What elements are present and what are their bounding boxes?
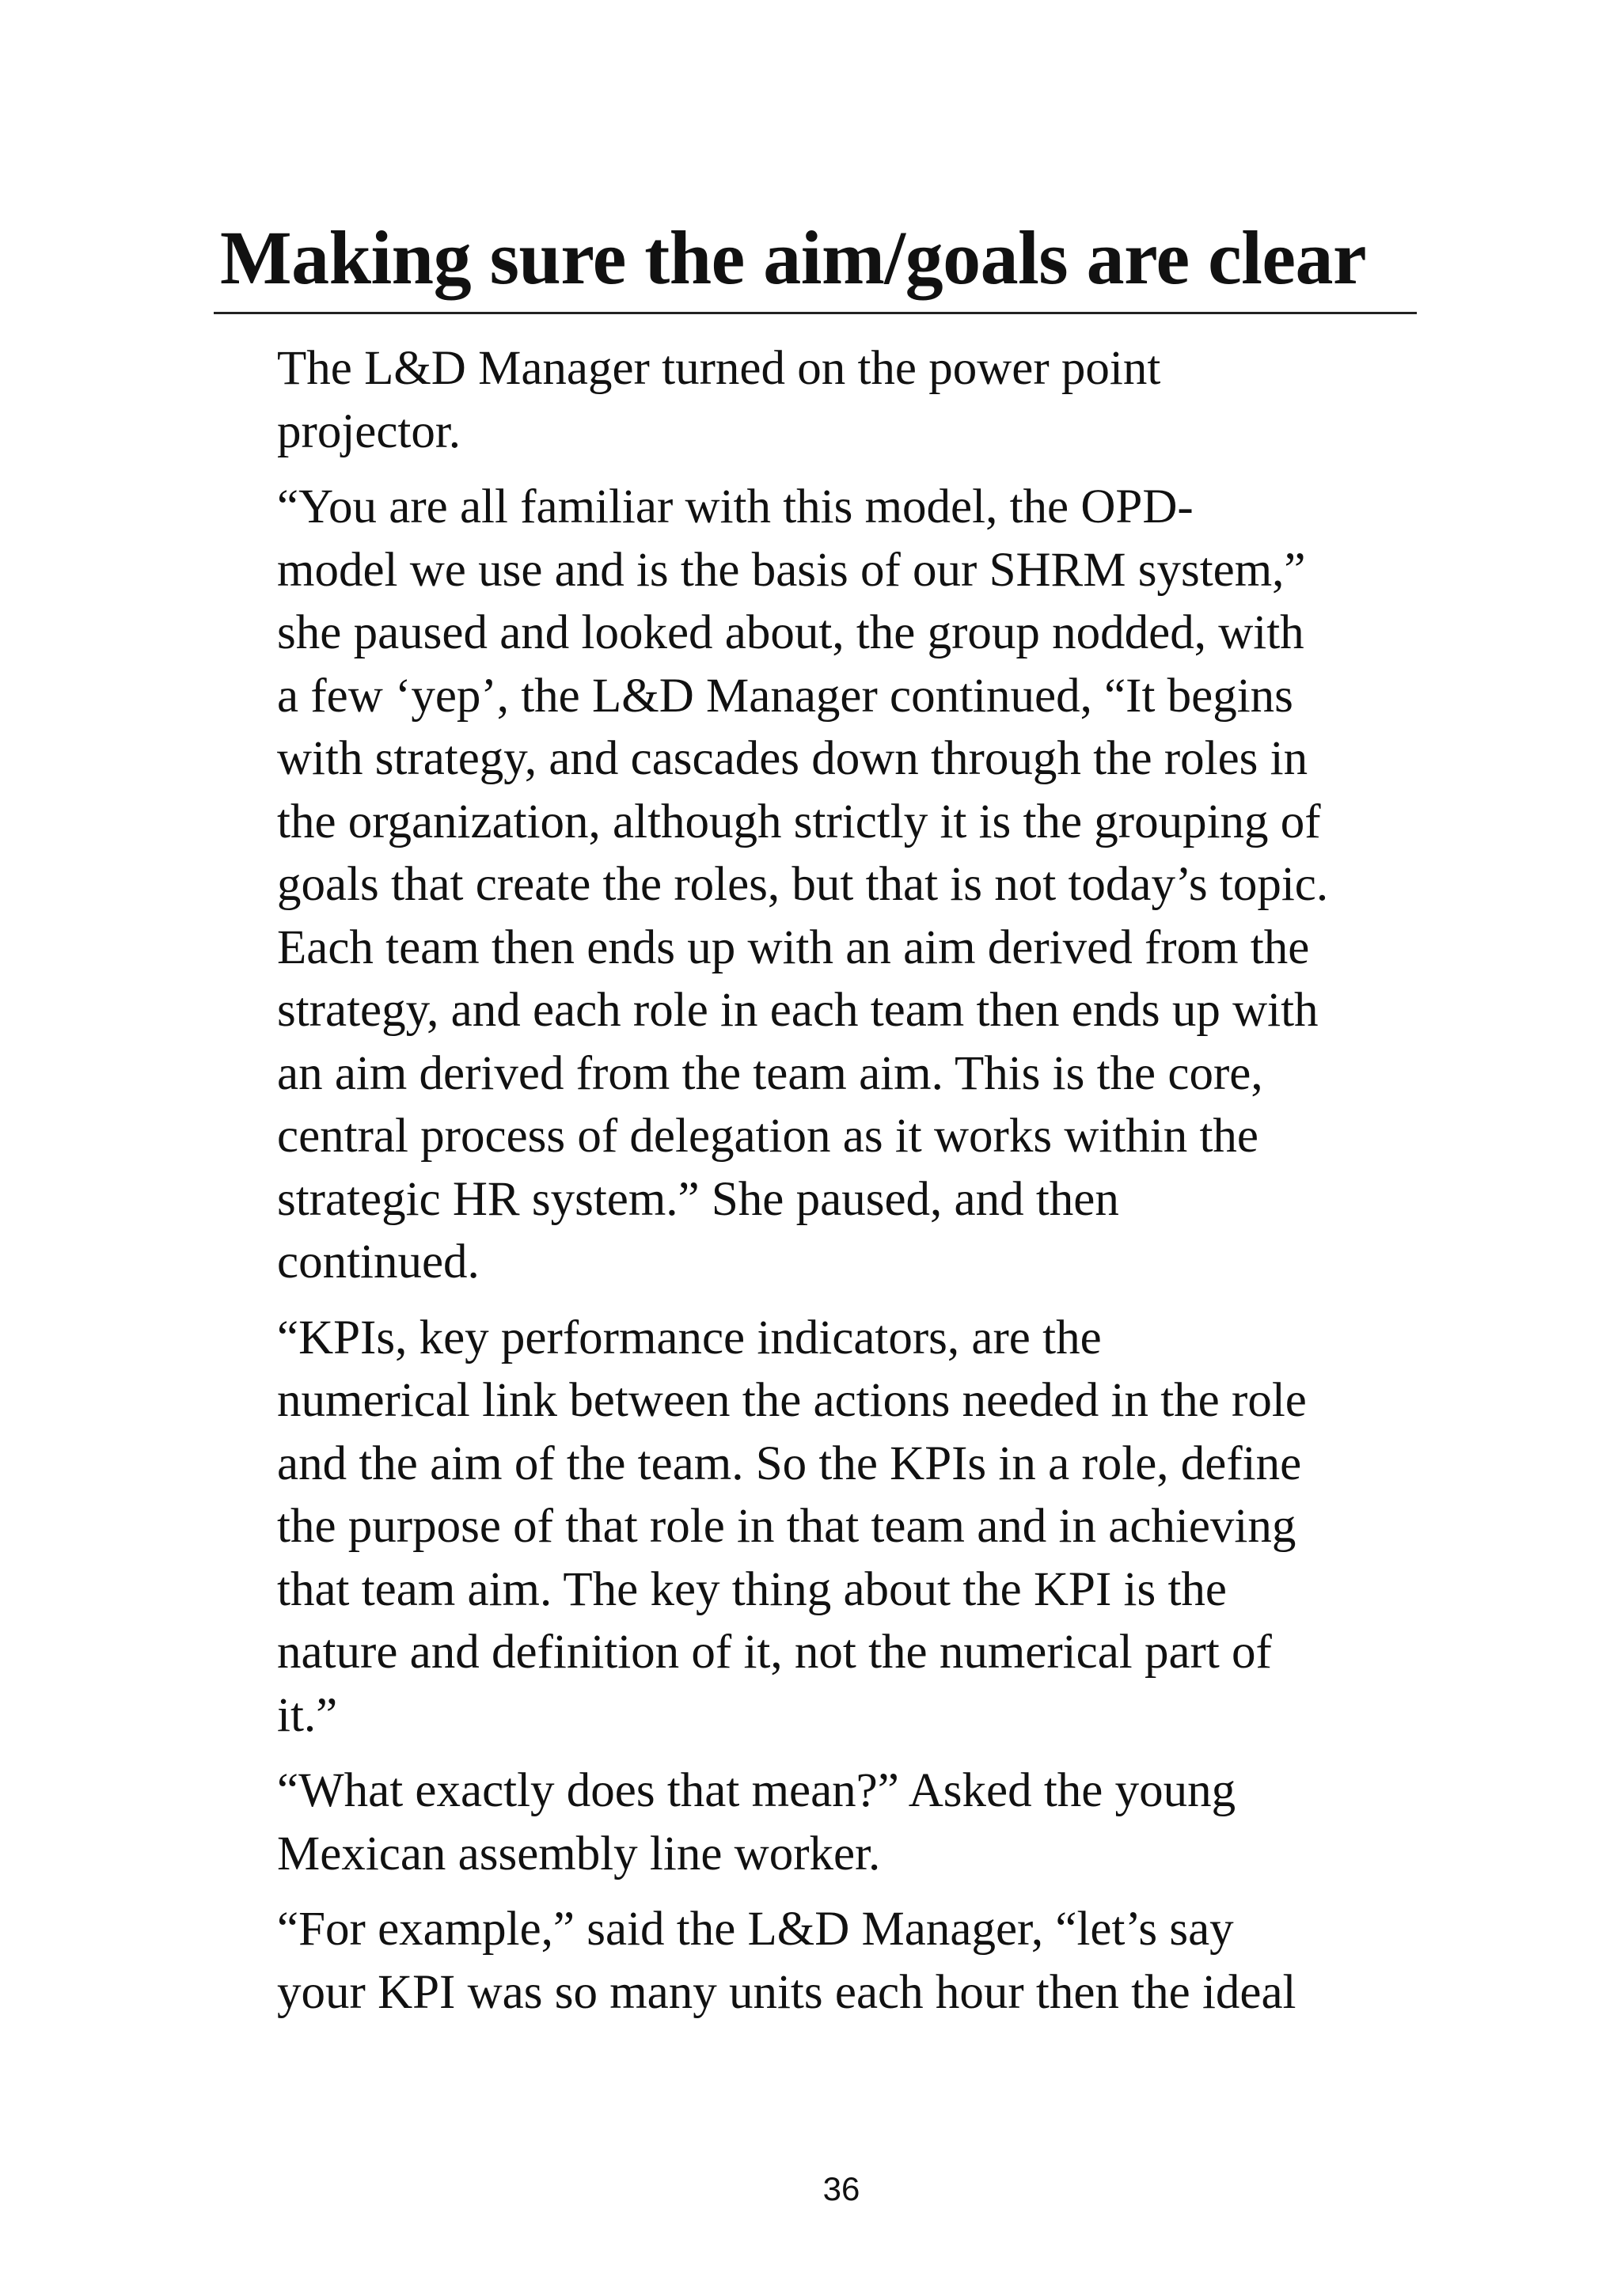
text-line: “For example,” said the L&D Manager, “let’s say <box>277 1903 1234 1956</box>
body-text <box>220 337 1423 2036</box>
heading-underline <box>214 312 1417 314</box>
paragraph <box>220 1759 1423 1885</box>
text-line: she paused and looked about, the group nodded, with <box>277 606 1304 659</box>
text-line: the organization, although strictly it is the grouping of <box>277 795 1321 848</box>
page-number: 36 <box>822 2170 860 2207</box>
text-line: strategy, and each role in each team then ends up with <box>277 984 1319 1037</box>
section-heading: Making sure the aim/goals are clear <box>220 215 1367 300</box>
text-line: an aim derived from the team aim. This is the core, <box>277 1046 1263 1100</box>
text-line: with strategy, and cascades down through the roles in <box>277 732 1308 785</box>
text-line: your KPI was so many units each hour then the ideal <box>277 1965 1296 2019</box>
text-line: and the aim of the team. So the KPIs in a role, define <box>277 1436 1302 1490</box>
paragraph <box>220 476 1423 1294</box>
text-line: nature and definition of it, not the numerical part of <box>277 1626 1272 1679</box>
text-line: central process of delegation as it works within the <box>277 1110 1258 1163</box>
text-line: strategic HR system.” She paused, and then <box>277 1172 1119 1226</box>
text-line: that team aim. The key thing about the KPI is the <box>277 1562 1227 1616</box>
paragraph <box>220 337 1423 463</box>
text-line: projector. <box>277 404 461 458</box>
text-line: it.” <box>277 1688 338 1742</box>
text-line: “KPIs, key performance indicators, are the <box>277 1311 1102 1364</box>
paragraph <box>220 1898 1423 2024</box>
paragraph <box>220 1307 1423 1748</box>
text-line: The L&D Manager turned on the power point <box>277 342 1161 395</box>
text-line: numerical link between the actions needed in the role <box>277 1374 1307 1427</box>
text-line: a few ‘yep’, the L&D Manager continued, “It begins <box>277 669 1293 723</box>
text-line: goals that create the roles, but that is not today’s topic. <box>277 858 1329 911</box>
text-line: Mexican assembly line worker. <box>277 1827 881 1880</box>
text-line: continued. <box>277 1235 480 1288</box>
text-line: “What exactly does that mean?” Asked the young <box>277 1764 1236 1817</box>
text-line: “You are all familiar with this model, the OPD- <box>277 480 1194 533</box>
text-line: the purpose of that role in that team and in achieving <box>277 1500 1296 1553</box>
text-line: model we use and is the basis of our SHRM system,” <box>277 543 1306 597</box>
text-line: Each team then ends up with an aim derived from the <box>277 920 1310 974</box>
